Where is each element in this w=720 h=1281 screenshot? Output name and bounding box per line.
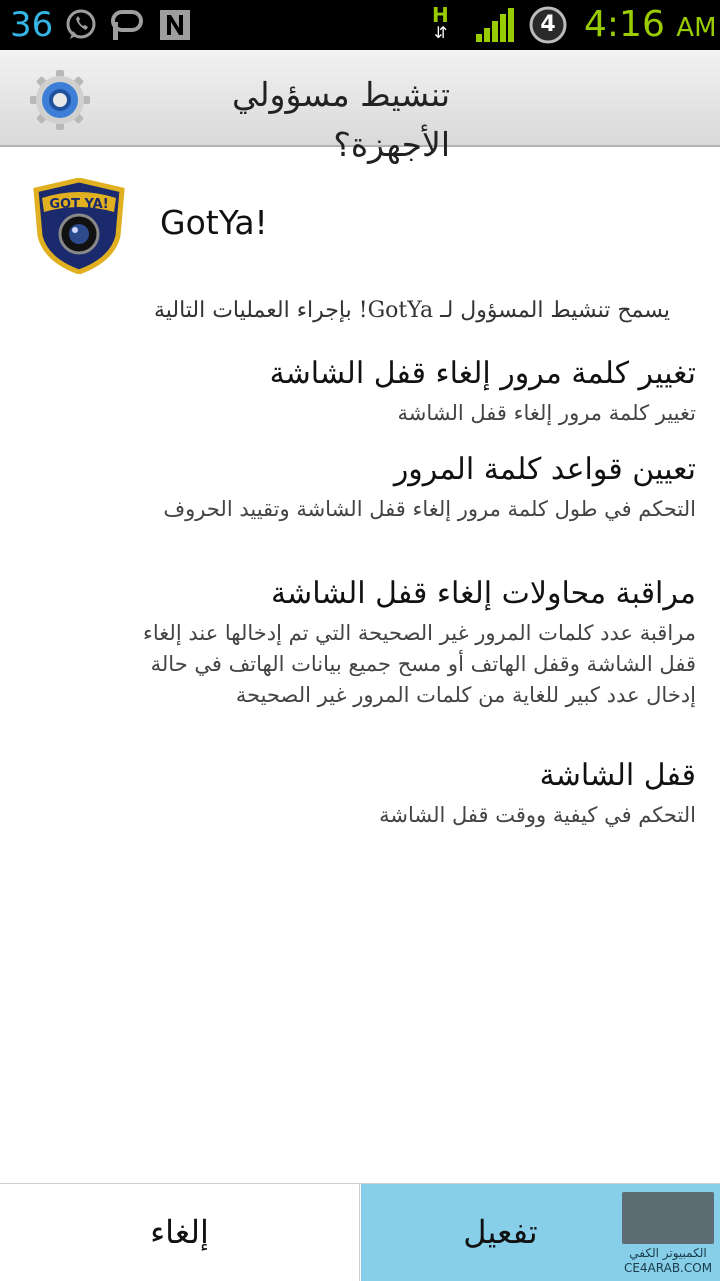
intro-text: يسمح تنشيط المسؤول لـ GotYa! بإجراء العمليات التالية [153,298,670,323]
settings-gear-icon [28,68,92,132]
chat-p-icon [110,8,144,42]
whatsapp-icon [64,8,98,42]
button-bar [0,1183,720,1281]
permission-title: تغيير كلمة مرور إلغاء قفل الشاشة [269,356,696,391]
data-arrows-icon: ⇵ [434,23,448,42]
permission-item [136,448,696,525]
activate-label: تفعيل [463,1213,538,1251]
permission-description: تغيير كلمة مرور إلغاء قفل الشاشة [397,401,696,425]
status-bar [0,0,720,50]
app-icon-label: GOT YA! [49,197,109,212]
title-bar [0,50,720,164]
permission-description: التحكم في طول كلمة مرور إلغاء قفل الشاشة وتقييد الحروف [163,497,696,521]
watermark-logo-icon [622,1192,714,1244]
n-app-icon [158,8,192,42]
permission-description: التحكم في كيفية ووقت قفل الشاشة [379,803,696,827]
permission-description: مراقبة عدد كلمات المرور غير الصحيحة التي تم إدخالها عند إلغاء قفل الشاشة وقفل الهاتف أو مسح جميع بيانات الهاتف في حالة إدخال عدد كبير للغاية من كلمات المرور غير الصحيحة [143,621,696,707]
app-name: GotYa! [160,203,268,242]
gotya-app-icon [32,178,126,274]
dialog-title: تنشيط مسؤولي الأجهزة؟ [231,75,450,164]
permission-title: تعيين قواعد كلمة المرور [393,452,696,487]
network-type: H [432,3,449,27]
watermark-text-url: CE4ARAB.COM [623,1261,713,1275]
permission-item [136,352,696,429]
signal-icon [474,6,514,42]
clock [584,4,717,49]
clock-time: 4:16 [584,4,665,45]
cancel-button[interactable]: إلغاء [0,1184,360,1281]
clock-ampm: AM [676,13,717,43]
permission-title: مراقبة محاولات إلغاء قفل الشاشة [270,576,696,611]
watermark [618,1190,718,1278]
permission-title: قفل الشاشة [539,758,696,793]
badge-count: 4 [540,12,556,37]
permission-item [136,754,696,831]
watermark-text-arabic: الكمبيوتر الكفي [629,1246,707,1260]
notification-count: 36 [10,5,54,45]
permission-item [136,572,696,711]
